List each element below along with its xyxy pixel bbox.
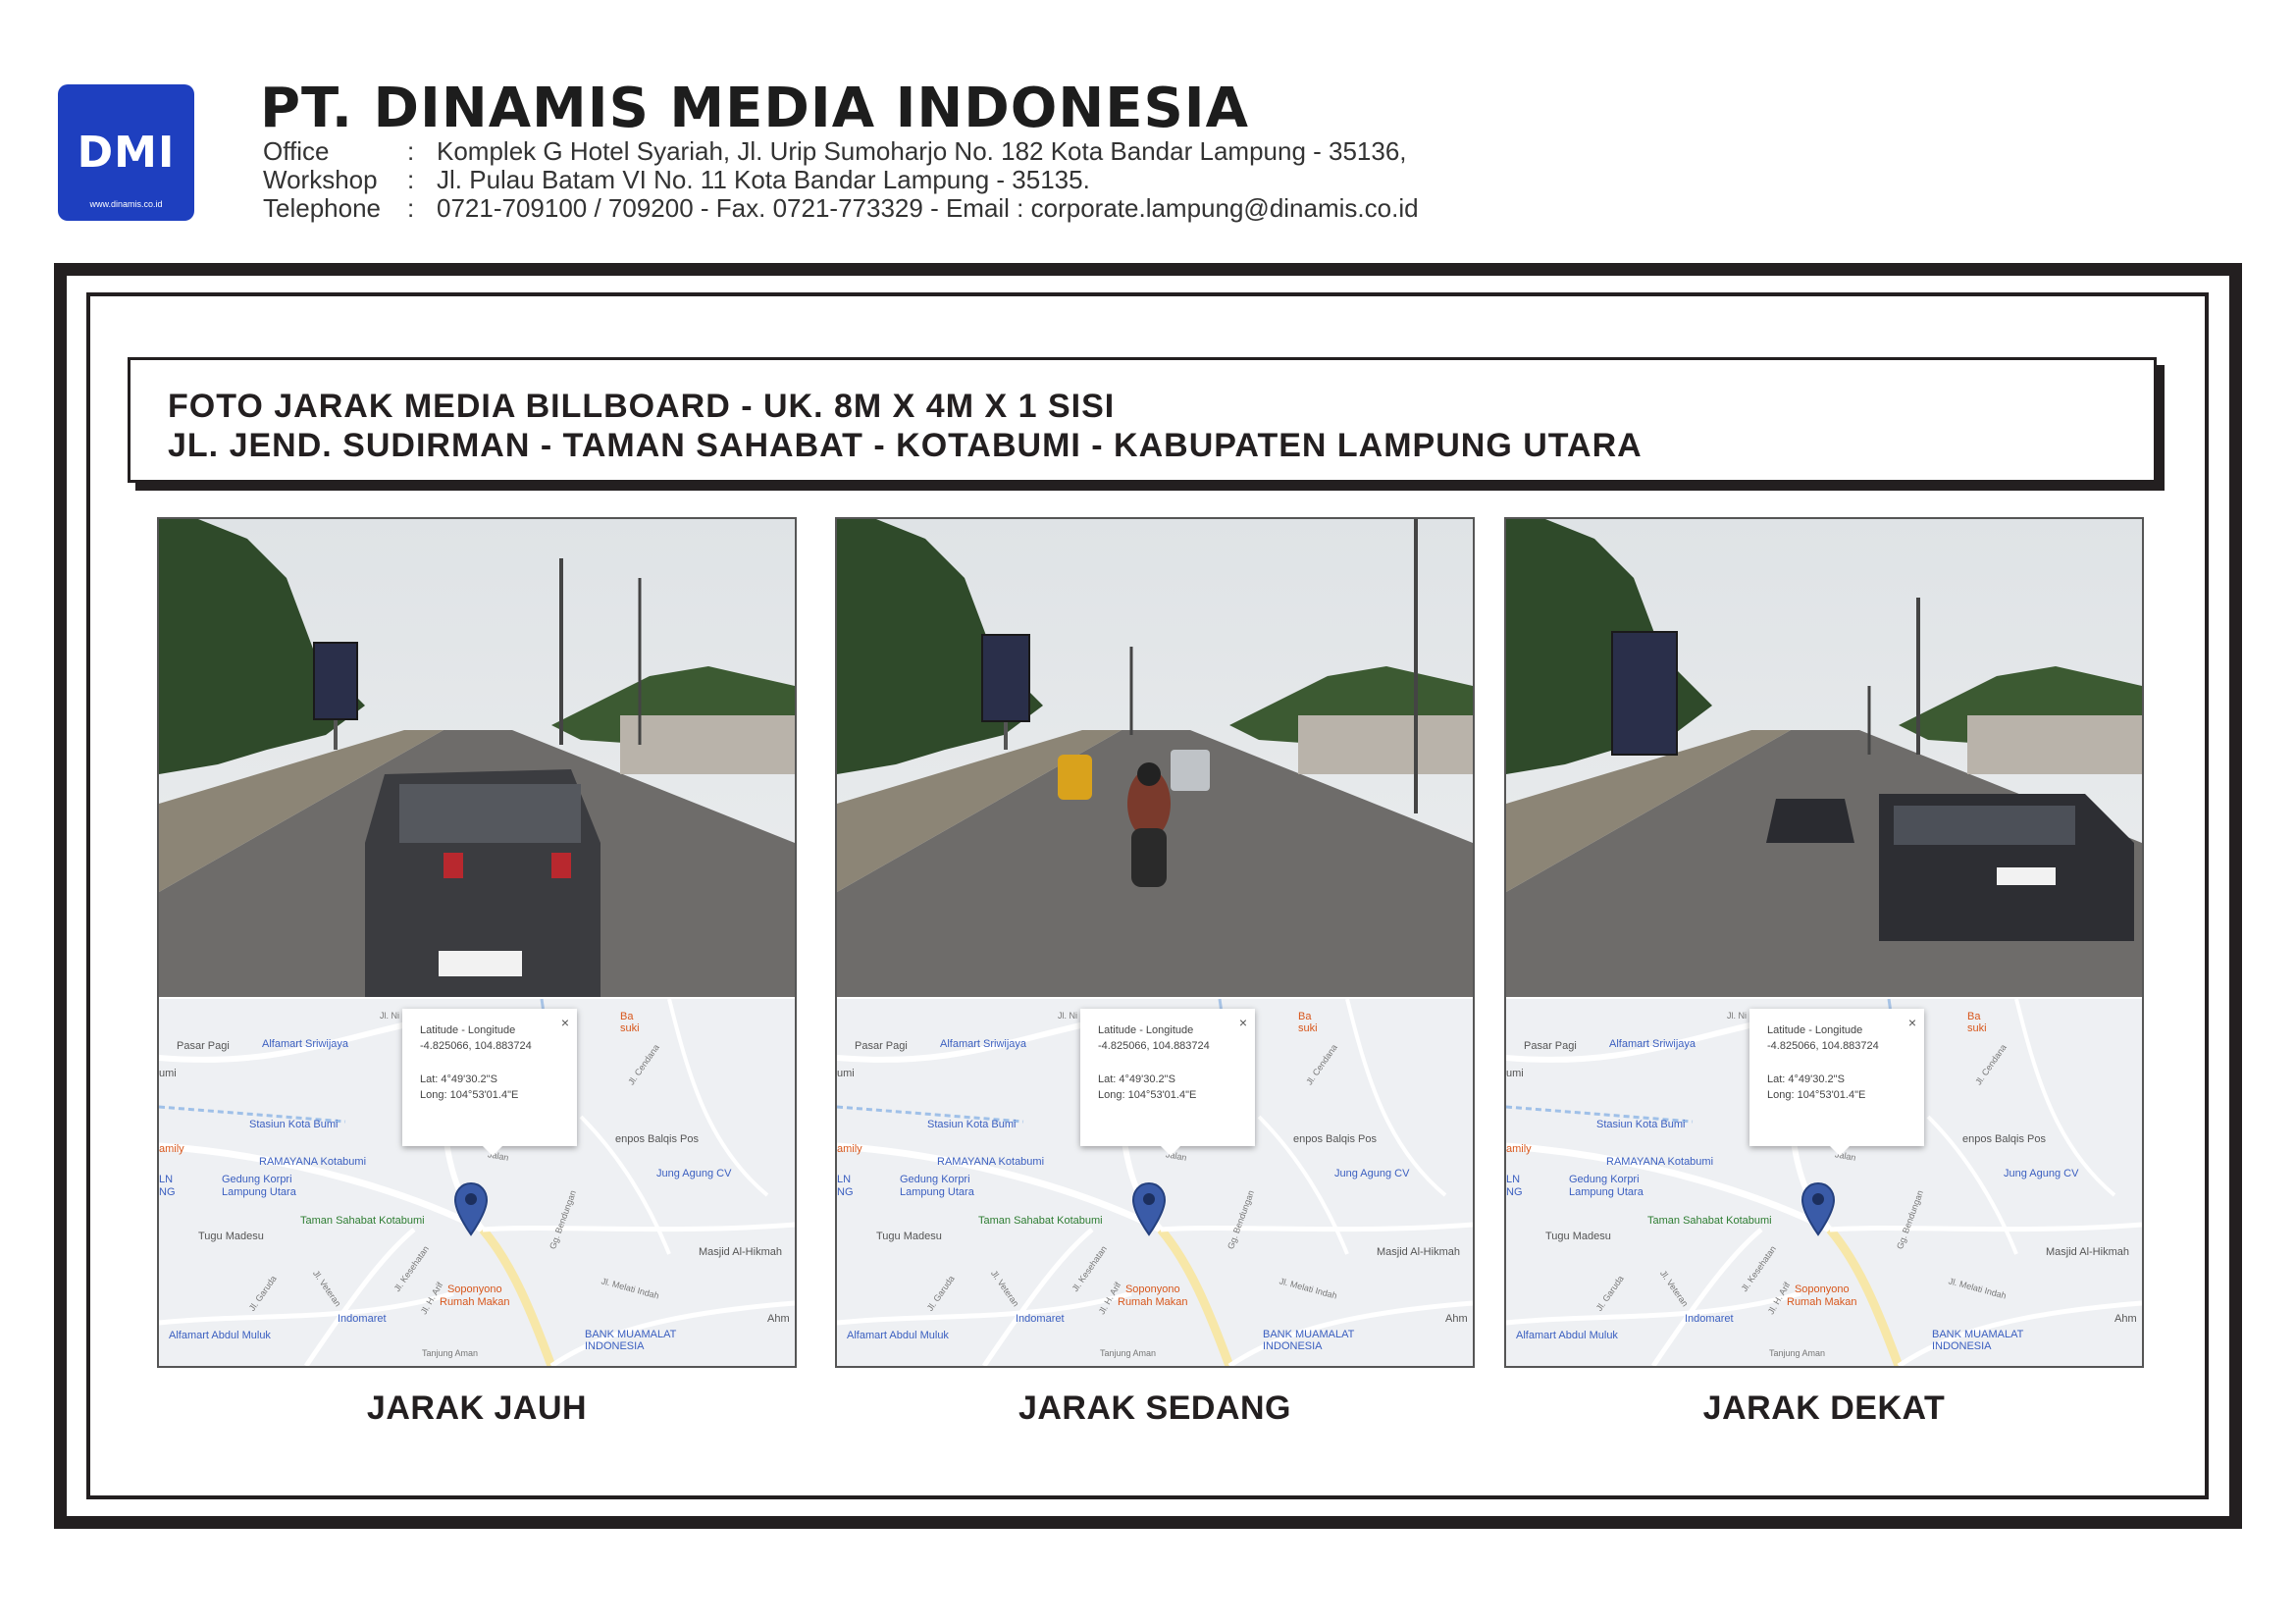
map-label-ahm: Ahm	[1445, 1313, 1468, 1325]
map-label-jalan: Jalan	[1165, 1149, 1188, 1163]
map-label-ramayana: RAMAYANA Kotabumi	[259, 1156, 367, 1168]
map-label-gg-bendungan: Gg. Bendungan	[1895, 1188, 1926, 1251]
title-box	[128, 357, 2157, 483]
map-label-taman-sahabat: Taman Sahabat Kotabumi	[300, 1215, 425, 1227]
coordinate-popup	[1080, 1009, 1255, 1146]
popup-close-icon[interactable]: ×	[560, 1015, 569, 1030]
street-photo	[1506, 519, 2142, 997]
location-pin-icon[interactable]	[453, 1181, 489, 1236]
map-label-jl-hasan: Jl. H. Arif	[1096, 1280, 1123, 1317]
workshop-row	[263, 166, 1419, 194]
popup-heading: Latitude - Longitude	[420, 1024, 516, 1036]
panel-jarak-jauh	[157, 517, 797, 1368]
map-label-ba-suki: Ba suki	[1967, 1011, 1987, 1034]
map-label-ramayana: RAMAYANA Kotabumi	[1606, 1156, 1714, 1168]
map-label-alfamart-abdul: Alfamart Abdul Muluk	[1516, 1330, 1618, 1341]
map-label-jl-melati: Jl. Melati Indah	[1278, 1276, 1338, 1301]
panel-jarak-sedang	[835, 517, 1475, 1368]
car-shape	[365, 769, 600, 997]
map-label-pasar-pagi: Pasar Pagi	[177, 1040, 230, 1052]
map-label-alfamart-sriwijaya: Alfamart Sriwijaya	[1609, 1038, 1696, 1050]
workshop-label: Workshop	[263, 165, 378, 194]
map-label-ln-ng: LN NG	[837, 1174, 854, 1198]
map-label-jl-hasan: Jl. H. Arif	[418, 1280, 445, 1317]
map-label-jl-cendana: Jl. Cendana	[626, 1042, 661, 1087]
popup-lat: Lat: 4°49'30.2"S	[420, 1074, 497, 1085]
popup-lat: Lat: 4°49'30.2"S	[1767, 1074, 1845, 1085]
map-label-jl-garuda: Jl. Garuda	[924, 1274, 957, 1313]
popup-heading: Latitude - Longitude	[1767, 1024, 1863, 1036]
map-label-gg-bendungan: Gg. Bendungan	[1226, 1188, 1257, 1251]
workshop-value: Jl. Pulau Batam VI No. 11 Kota Bandar Lampung - 35135.	[437, 165, 1090, 194]
map-label-gedung-korpri: Gedung Korpri Lampung Utara	[1569, 1174, 1644, 1198]
popup-close-icon[interactable]: ×	[1238, 1015, 1247, 1030]
billboard-shape	[314, 643, 357, 719]
map-label-jl-kesehatan: Jl. Kesehatan	[1070, 1243, 1110, 1294]
map-label-jl-ni: Jl. Ni	[380, 1011, 399, 1021]
map-label-jl-garuda: Jl. Garuda	[246, 1274, 279, 1313]
map-label-jalan: Jalan	[487, 1149, 510, 1163]
map-label-pos-balqis: enpos Balqis Pos	[615, 1133, 699, 1145]
popup-lat: Lat: 4°49'30.2"S	[1098, 1074, 1175, 1085]
map-label-taman-sahabat: Taman Sahabat Kotabumi	[978, 1215, 1103, 1227]
map-label-ln-ng: LN NG	[159, 1174, 176, 1198]
map-label-tugu-madesu: Tugu Madesu	[876, 1231, 942, 1242]
map-label-gg-bendungan: Gg. Bendungan	[548, 1188, 579, 1251]
map-label-jl-veteran: Jl. Veteran	[1657, 1268, 1691, 1309]
location-pin-icon[interactable]	[1131, 1181, 1167, 1236]
map-label-pasar-pagi: Pasar Pagi	[1524, 1040, 1577, 1052]
company-logo	[58, 84, 194, 221]
popup-long: Long: 104°53'01.4"E	[1098, 1089, 1197, 1101]
popup-coords: -4.825066, 104.883724	[1098, 1040, 1210, 1052]
map-label-taman-sahabat: Taman Sahabat Kotabumi	[1647, 1215, 1772, 1227]
title-line-1: FOTO JARAK MEDIA BILLBOARD - UK. 8M X 4M X 1 SISI	[168, 388, 1116, 425]
telephone-row	[263, 194, 1419, 223]
map-label-pasar-pagi: Pasar Pagi	[855, 1040, 908, 1052]
map-label-gedung-korpri: Gedung Korpri Lampung Utara	[900, 1174, 974, 1198]
map-label-ahm: Ahm	[767, 1313, 790, 1325]
office-value: Komplek G Hotel Syariah, Jl. Urip Sumoharjo No. 182 Kota Bandar Lampung - 35136,	[437, 136, 1407, 166]
map-label-alfamart-abdul: Alfamart Abdul Muluk	[169, 1330, 271, 1341]
telephone-label: Telephone	[263, 193, 381, 223]
map-label-jl-garuda: Jl. Garuda	[1593, 1274, 1626, 1313]
location-map[interactable]	[1506, 999, 2142, 1366]
coordinate-popup	[1749, 1009, 1924, 1146]
map-label-jalan: Jalan	[1834, 1149, 1857, 1163]
map-label-jung-agung: Jung Agung CV	[656, 1168, 732, 1179]
map-label-gedung-korpri: Gedung Korpri Lampung Utara	[222, 1174, 296, 1198]
location-map[interactable]	[837, 999, 1473, 1366]
map-label-jl-kesehatan: Jl. Kesehatan	[391, 1243, 432, 1294]
map-label-jl-veteran: Jl. Veteran	[310, 1268, 343, 1309]
logo-text: DMI	[77, 128, 176, 178]
map-label-bank-muamalat: BANK MUAMALAT INDONESIA	[1263, 1329, 1355, 1352]
map-label-pos-balqis: enpos Balqis Pos	[1293, 1133, 1377, 1145]
map-label-tanjung-aman: Tanjung Aman	[422, 1348, 479, 1358]
office-label: Office	[263, 136, 330, 166]
coordinate-popup	[402, 1009, 577, 1146]
map-label-bank-muamalat: BANK MUAMALAT INDONESIA	[585, 1329, 677, 1352]
map-label-masjid: Masjid Al-Hikmah	[1377, 1246, 1460, 1258]
map-label-tanjung-aman: Tanjung Aman	[1100, 1348, 1157, 1358]
billboard-shape	[982, 635, 1029, 721]
popup-coords: -4.825066, 104.883724	[1767, 1040, 1879, 1052]
map-label-soponyono: Soponyono Rumah Makan	[440, 1283, 510, 1308]
title-line-2: JL. JEND. SUDIRMAN - TAMAN SAHABAT - KOTABUMI - KABUPATEN LAMPUNG UTARA	[168, 427, 1643, 464]
caption-jarak-dekat: JARAK DEKAT	[1702, 1389, 1946, 1427]
popup-coords: -4.825066, 104.883724	[420, 1040, 532, 1052]
office-sep: :	[407, 136, 415, 166]
map-label-alfamart-sriwijaya: Alfamart Sriwijaya	[940, 1038, 1027, 1050]
map-label-jung-agung: Jung Agung CV	[2004, 1168, 2079, 1179]
billboard-shape	[1612, 632, 1677, 755]
map-label-jl-ni: Jl. Ni	[1058, 1011, 1077, 1021]
telephone-sep: :	[407, 193, 415, 223]
map-label-indomaret: Indomaret	[338, 1313, 387, 1325]
map-label-stasiun: Stasiun Kota Bumi	[1596, 1119, 1686, 1130]
map-label-stasiun: Stasiun Kota Bumi	[249, 1119, 339, 1130]
map-label-ahm: Ahm	[2114, 1313, 2137, 1325]
map-label-family: amily	[159, 1143, 184, 1155]
map-label-bumi: umi	[159, 1068, 177, 1079]
map-label-ba-suki: Ba suki	[620, 1011, 640, 1034]
map-label-jl-ni: Jl. Ni	[1727, 1011, 1747, 1021]
map-label-pos-balqis: enpos Balqis Pos	[1962, 1133, 2046, 1145]
map-label-jung-agung: Jung Agung CV	[1334, 1168, 1410, 1179]
map-label-ramayana: RAMAYANA Kotabumi	[937, 1156, 1045, 1168]
map-label-bumi: umi	[1506, 1068, 1524, 1079]
logo-url: www.dinamis.co.id	[89, 199, 163, 209]
company-info	[263, 137, 1419, 223]
popup-long: Long: 104°53'01.4"E	[420, 1089, 519, 1101]
telephone-value: 0721-709100 / 709200 - Fax. 0721-773329 - Email : corporate.lampung@dinamis.co.id	[437, 193, 1419, 223]
map-label-family: amily	[1506, 1143, 1532, 1155]
popup-long: Long: 104°53'01.4"E	[1767, 1089, 1866, 1101]
map-label-family: amily	[837, 1143, 862, 1155]
map-label-masjid: Masjid Al-Hikmah	[699, 1246, 782, 1258]
map-label-alfamart-abdul: Alfamart Abdul Muluk	[847, 1330, 949, 1341]
map-label-tugu-madesu: Tugu Madesu	[198, 1231, 264, 1242]
location-map[interactable]	[159, 999, 795, 1366]
map-label-jl-kesehatan: Jl. Kesehatan	[1739, 1243, 1779, 1294]
popup-close-icon[interactable]: ×	[1907, 1015, 1916, 1030]
map-label-ln-ng: LN NG	[1506, 1174, 1523, 1198]
company-name: PT. DINAMIS MEDIA INDONESIA	[260, 77, 1249, 140]
map-label-jl-cendana: Jl. Cendana	[1304, 1042, 1339, 1087]
popup-heading: Latitude - Longitude	[1098, 1024, 1194, 1036]
location-pin-icon[interactable]	[1800, 1181, 1836, 1236]
map-label-jl-melati: Jl. Melati Indah	[1947, 1276, 2008, 1301]
street-photo	[837, 519, 1473, 997]
map-label-tanjung-aman: Tanjung Aman	[1769, 1348, 1826, 1358]
map-label-soponyono: Soponyono Rumah Makan	[1118, 1283, 1188, 1308]
map-label-indomaret: Indomaret	[1685, 1313, 1734, 1325]
map-label-stasiun: Stasiun Kota Bumi	[927, 1119, 1017, 1130]
map-label-ba-suki: Ba suki	[1298, 1011, 1318, 1034]
map-label-bumi: umi	[837, 1068, 855, 1079]
map-label-indomaret: Indomaret	[1016, 1313, 1065, 1325]
caption-jarak-sedang: JARAK SEDANG	[1018, 1389, 1292, 1427]
office-row	[263, 137, 1419, 166]
street-photo	[159, 519, 795, 997]
map-label-jl-melati: Jl. Melati Indah	[600, 1276, 660, 1301]
map-label-bank-muamalat: BANK MUAMALAT INDONESIA	[1932, 1329, 2024, 1352]
caption-jarak-jauh: JARAK JAUH	[366, 1389, 588, 1427]
panel-jarak-dekat	[1504, 517, 2144, 1368]
map-label-jl-veteran: Jl. Veteran	[988, 1268, 1021, 1309]
map-label-tugu-madesu: Tugu Madesu	[1545, 1231, 1611, 1242]
map-label-masjid: Masjid Al-Hikmah	[2046, 1246, 2129, 1258]
workshop-sep: :	[407, 165, 415, 194]
map-label-jl-cendana: Jl. Cendana	[1973, 1042, 2009, 1087]
map-label-alfamart-sriwijaya: Alfamart Sriwijaya	[262, 1038, 349, 1050]
map-label-jl-hasan: Jl. H. Arif	[1765, 1280, 1793, 1317]
map-label-soponyono: Soponyono Rumah Makan	[1787, 1283, 1857, 1308]
